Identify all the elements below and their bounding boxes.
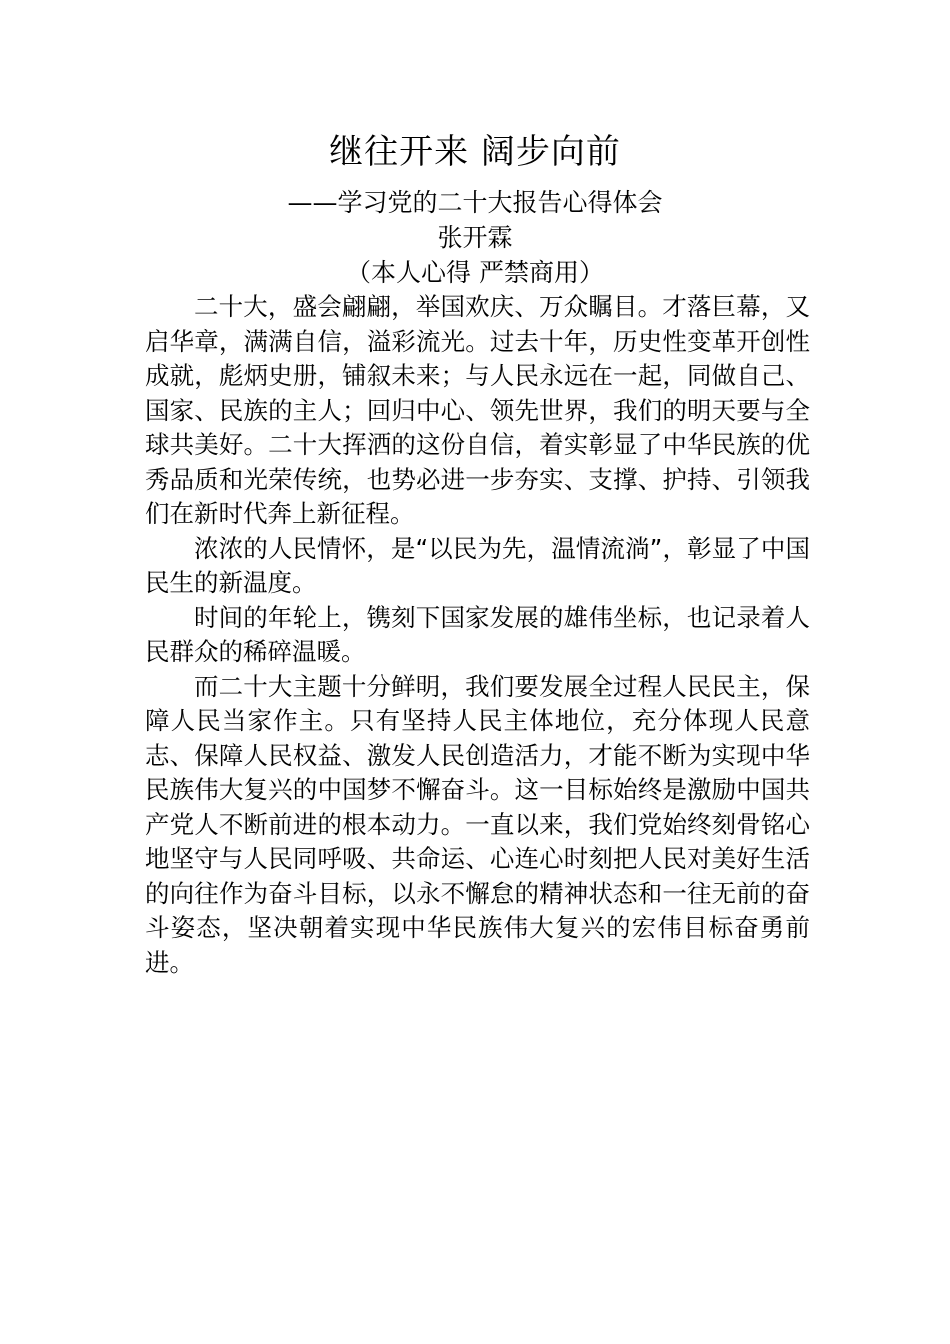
body-paragraph: 浓浓的人民情怀，是“以民为先，温情流淌”，彰显了中国民生的新温度。 <box>145 533 810 597</box>
document-subtitle: ——学习党的二十大报告心得体会 <box>287 188 663 217</box>
body-paragraph: 二十大，盛会翩翩，举国欢庆、万众瞩目。才落巨幕，又启华章，满满自信，溢彩流光。过去十年，历史性变革开创性成就，彪炳史册，铺叙未来；与人民永远在一起，同做自己、国家、民族的主人；回归中心、领先世界，我们的明天要与全球共美好。二十大挥洒的这份自信，着实彰显了中华民族的优秀品质和光荣传统，也势必进一步夯实、支撑、护持、引领我们在新时代奔上新征程。 <box>145 292 810 528</box>
usage-note: （本人心得 严禁商用） <box>346 258 604 287</box>
body-paragraph: 而二十大主题十分鲜明，我们要发展全过程人民民主，保障人民当家作主。只有坚持人民主体地位，充分体现人民意志、保障人民权益、激发人民创造活力，才能不断为实现中华民族伟大复兴的中国梦不懈奋斗。这一目标始终是激励中国共产党人不断前进的根本动力。一直以来，我们党始终刻骨铭心地坚守与人民同呼吸、共命运、心连心时刻把人民对美好生活的向往作为奋斗目标，以永不懈怠的精神状态和一往无前的奋斗姿态，坚决朝着实现中华民族伟大复兴的宏伟目标奋勇前进。 <box>145 671 810 977</box>
author-name: 张开霖 <box>437 223 513 252</box>
body-paragraph: 时间的年轮上，镌刻下国家发展的雄伟坐标，也记录着人民群众的稀碎温暖。 <box>145 602 810 666</box>
document-title: 继往开来 阔步向前 <box>329 132 621 172</box>
document-body <box>145 290 810 980</box>
